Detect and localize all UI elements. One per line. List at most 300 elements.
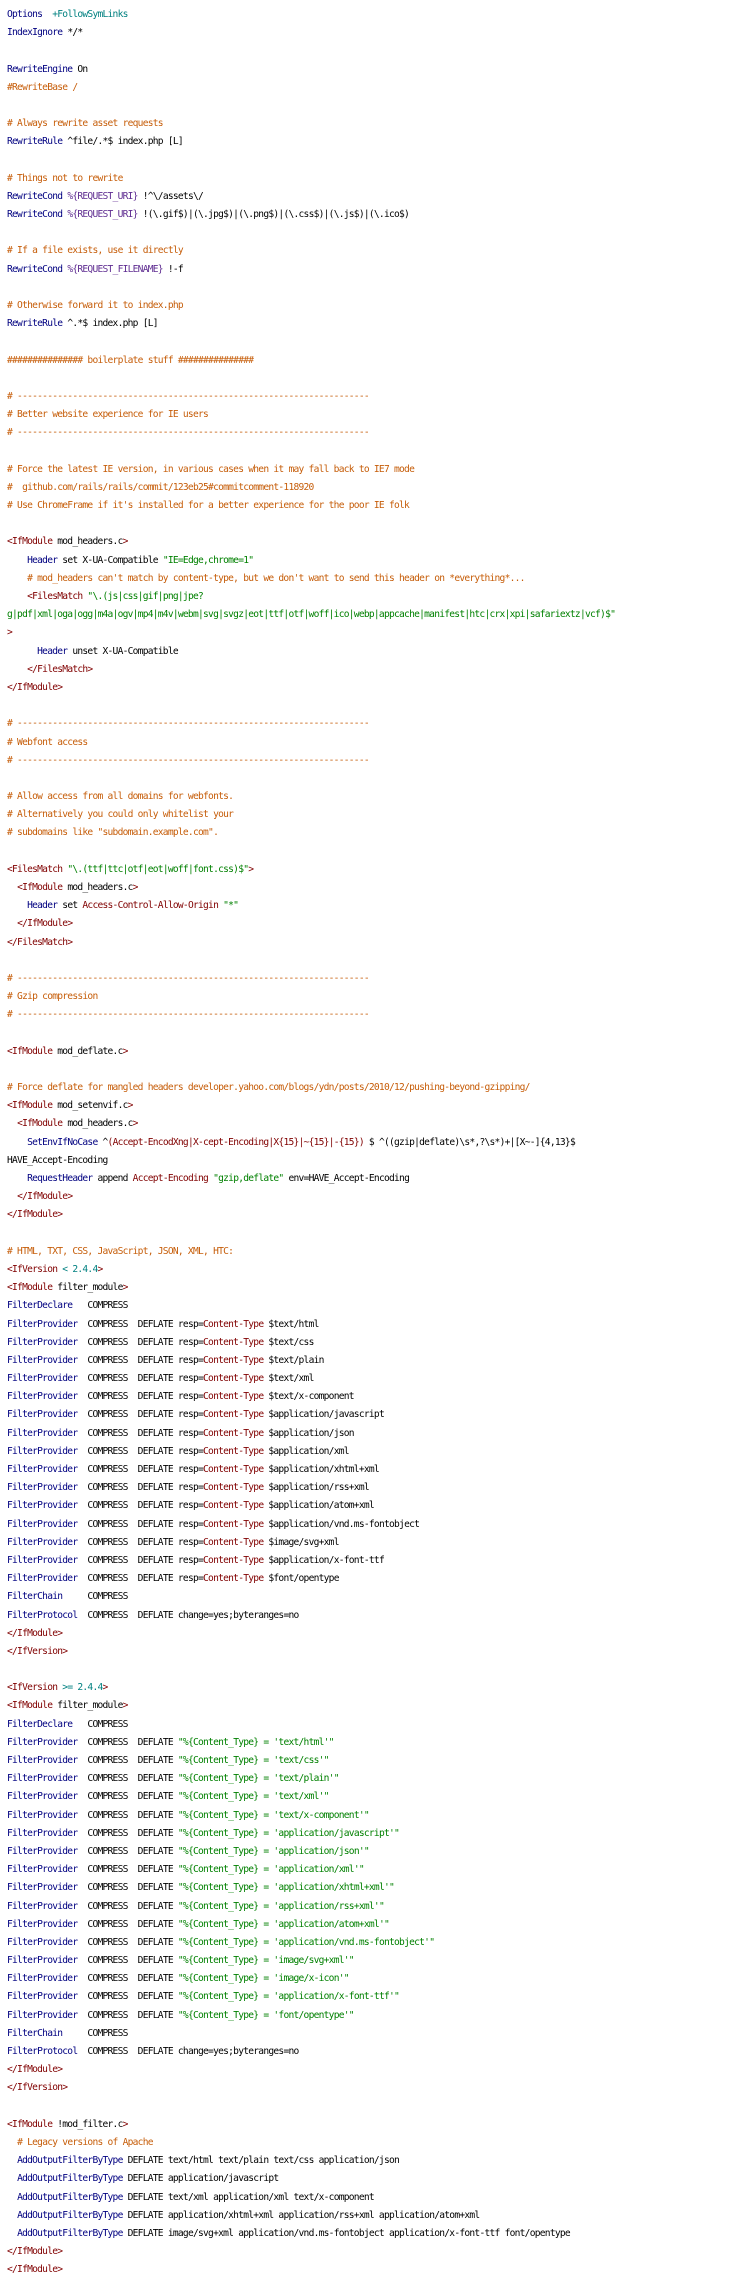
variable-token: Accept-Encoding — [132, 1173, 209, 1184]
string-token: "%{Content_Type} = 'application/atom+xml'" — [177, 1918, 389, 1930]
code-line — [7, 1843, 742, 1861]
code-line — [7, 1716, 742, 1734]
code-line — [7, 188, 742, 206]
directive-token: FilterProvider — [7, 1955, 78, 1967]
string-token: "%{Content_Type} = 'application/xhtml+xml'" — [177, 1882, 395, 1894]
tag-token: <IfModule — [17, 882, 63, 893]
code-line — [7, 2225, 742, 2243]
directive-token: AddOutputFilterByType — [17, 2191, 123, 2203]
code-line — [7, 133, 742, 151]
plain-token: COMPRESS DEFLATE resp= — [77, 1427, 204, 1439]
code-line — [7, 1461, 742, 1479]
string-token: g|pdf|xml|oga|ogg|m4a|ogv|mp4|m4v|webm|svg|svgz|eot|ttf|otf|woff|ico|webp|appcache|manifest|htc|crx|xpi|safariextz|vcf)$" — [7, 609, 616, 621]
directive-token: FilterProvider — [7, 1391, 78, 1403]
directive-token: FilterProvider — [7, 1973, 78, 1985]
plain-token — [7, 900, 27, 911]
tag-token: > — [127, 1100, 133, 1112]
variable-token: Content-Type — [203, 1427, 264, 1439]
directive-token: RewriteCond — [7, 190, 63, 202]
plain-token: COMPRESS DEFLATE — [77, 1791, 178, 1803]
plain-token: filter_module — [52, 1700, 123, 1712]
version-token: +FollowSymLinks — [52, 9, 128, 20]
code-line — [7, 1916, 742, 1934]
code-line — [7, 1516, 742, 1534]
directive-token: FilterDeclare — [7, 1300, 73, 1312]
directive-token: FilterProvider — [7, 1791, 78, 1803]
code-line — [7, 1788, 742, 1806]
code-line — [7, 333, 742, 351]
plain-token: COMPRESS DEFLATE resp= — [77, 1500, 204, 1512]
directive-token: FilterProvider — [7, 1864, 78, 1876]
code-line — [7, 2243, 742, 2261]
directive-token: Header — [27, 554, 58, 566]
code-line — [7, 97, 742, 115]
code-line — [7, 1006, 742, 1024]
plain-token: COMPRESS DEFLATE — [77, 1809, 178, 1821]
code-line — [7, 1988, 742, 2006]
directive-token: FilterProvider — [7, 2009, 78, 2021]
plain-token: HAVE_Accept-Encoding — [7, 1154, 108, 1166]
plain-token: COMPRESS DEFLATE — [77, 1973, 178, 1985]
code-line — [7, 1188, 742, 1206]
code-line — [7, 2207, 742, 2225]
plain-token: */* — [62, 27, 83, 39]
comment-token: # ---------------------------------------------------------------------- — [7, 390, 369, 402]
variable-token: Content-Type — [203, 1536, 264, 1548]
directive-token: RewriteEngine — [7, 63, 73, 75]
code-line — [7, 2043, 742, 2061]
variable-token: (Accept-EncodXng|X-cept-Encoding|X{15}|~{15}|-{15}) — [107, 1136, 364, 1148]
code-line — [7, 443, 742, 461]
comment-token: # HTML, TXT, CSS, JavaScript, JSON, XML, HTC: — [7, 1245, 234, 1257]
string-token: "IE=Edge,chrome=1" — [162, 554, 254, 566]
code-line — [7, 261, 742, 279]
version-token: < 2.4.4 — [57, 1263, 98, 1275]
directive-token: FilterChain — [7, 2027, 63, 2039]
comment-token: # mod_headers can't match by content-type, but we don't want to send this header on *everything*... — [27, 572, 525, 584]
variable-token: Content-Type — [203, 1445, 264, 1457]
tag-token: <IfModule — [7, 2118, 53, 2130]
code-line — [7, 1406, 742, 1424]
variable-token: Content-Type — [203, 1409, 264, 1421]
code-line — [7, 2079, 742, 2097]
tag-token: > — [132, 1118, 138, 1130]
code-line — [7, 352, 742, 370]
variable-token: Content-Type — [203, 1464, 264, 1475]
version-token: >= 2.4.4 — [57, 1682, 103, 1694]
code-line — [7, 2025, 742, 2043]
directive-token: FilterProvider — [7, 1900, 78, 1912]
code-line — [7, 2170, 742, 2188]
code-line — [7, 1679, 742, 1697]
plain-token: COMPRESS DEFLATE change=yes;byteranges=no — [77, 2046, 299, 2057]
string-token: "%{Content_Type} = 'application/javascript'" — [177, 1827, 400, 1839]
code-line — [7, 170, 742, 188]
tag-token: > — [122, 1282, 128, 1294]
tag-token: <IfModule — [17, 1118, 63, 1130]
code-line — [7, 1061, 742, 1079]
tag-token: > — [7, 627, 13, 639]
plain-token: COMPRESS DEFLATE change=yes;byteranges=no — [77, 1609, 299, 1621]
plain-token: unset X-UA-Compatible — [67, 645, 178, 657]
code-line — [7, 1043, 742, 1061]
comment-token: # github.com/rails/rails/commit/123eb25#commitcomment-118920 — [7, 481, 314, 493]
code-line — [7, 424, 742, 442]
directive-token: FilterProvider — [7, 1318, 78, 1330]
plain-token — [7, 2210, 17, 2221]
code-line — [7, 1352, 742, 1370]
code-line — [7, 1206, 742, 1224]
code-line — [7, 2261, 742, 2279]
plain-token: $application/vnd.ms-fontobject — [263, 1518, 420, 1530]
code-line — [7, 879, 742, 897]
code-line — [7, 1334, 742, 1352]
code-line — [7, 570, 742, 588]
plain-token: DEFLATE application/javascript — [122, 2173, 279, 2185]
code-line — [7, 1316, 742, 1334]
variable-token: Content-Type — [203, 1518, 264, 1530]
plain-token: COMPRESS DEFLATE resp= — [77, 1336, 204, 1348]
variable-token: Content-Type — [203, 1482, 264, 1494]
string-token: "%{Content_Type} = 'image/x-icon'" — [177, 1973, 349, 1985]
directive-token: FilterProvider — [7, 1882, 78, 1894]
code-line — [7, 2152, 742, 2170]
directive-token: FilterDeclare — [7, 1718, 73, 1730]
plain-token: $text/css — [263, 1336, 314, 1348]
plain-token: COMPRESS DEFLATE — [77, 1755, 178, 1766]
code-line — [7, 1661, 742, 1679]
tag-token: <FilesMatch — [7, 863, 63, 875]
plain-token: $application/x-font-ttf — [263, 1554, 384, 1566]
directive-token: FilterProvider — [7, 1918, 78, 1930]
code-line — [7, 715, 742, 733]
directive-token: IndexIgnore — [7, 27, 63, 39]
code-line — [7, 1898, 742, 1916]
code-line — [7, 2134, 742, 2152]
directive-token: FilterProvider — [7, 1827, 78, 1839]
code-line — [7, 897, 742, 915]
comment-token: # Always rewrite asset requests — [7, 118, 163, 130]
directive-token: FilterProvider — [7, 1354, 78, 1366]
code-line — [7, 643, 742, 661]
string-token: "%{Content_Type} = 'application/json'" — [177, 1845, 369, 1857]
code-line — [7, 734, 742, 752]
code-line — [7, 1770, 742, 1788]
tag-token: </IfModule> — [7, 2064, 63, 2076]
plain-token: COMPRESS DEFLATE — [77, 1918, 178, 1930]
code-line — [7, 370, 742, 388]
tag-token: > — [122, 2118, 128, 2130]
code-line — [7, 1934, 742, 1952]
code-line — [7, 2061, 742, 2079]
code-line — [7, 861, 742, 879]
variable-token: Content-Type — [203, 1391, 264, 1403]
plain-token: COMPRESS — [62, 2027, 128, 2039]
tag-token: </IfVersion> — [7, 2082, 68, 2094]
plain-token — [42, 9, 52, 20]
code-line — [7, 1170, 742, 1188]
code-line — [7, 279, 742, 297]
plain-token: COMPRESS DEFLATE — [77, 1882, 178, 1894]
comment-token: # Legacy versions of Apache — [17, 2136, 153, 2148]
keyword-token: %{REQUEST_FILENAME} — [62, 263, 163, 275]
code-line — [7, 1970, 742, 1988]
code-line — [7, 843, 742, 861]
comment-token: # ---------------------------------------------------------------------- — [7, 427, 369, 439]
directive-token: FilterProvider — [7, 1536, 78, 1548]
directive-token: Header — [27, 900, 58, 912]
plain-token: ^.*$ index.php [L] — [62, 318, 158, 330]
tag-token: <IfModule — [7, 1100, 53, 1112]
plain-token: DEFLATE image/svg+xml application/vnd.ms-fontobject application/x-font-ttf font/opentype — [122, 2227, 570, 2239]
comment-token: # Webfont access — [7, 736, 88, 748]
plain-token: $image/svg+xml — [263, 1536, 339, 1548]
tag-token: </IfModule> — [17, 1191, 73, 1203]
code-line — [7, 1225, 742, 1243]
directive-token: FilterProvider — [7, 1427, 78, 1439]
directive-token: RewriteRule — [7, 136, 63, 148]
string-token: "%{Content_Type} = 'application/rss+xml'" — [177, 1900, 384, 1912]
code-line — [7, 24, 742, 42]
code-line — [7, 679, 742, 697]
code-line — [7, 1097, 742, 1115]
plain-token: $text/html — [263, 1318, 319, 1330]
plain-token: COMPRESS DEFLATE resp= — [77, 1573, 204, 1585]
variable-token: Content-Type — [203, 1373, 264, 1385]
code-line — [7, 297, 742, 315]
plain-token — [7, 1191, 17, 1202]
string-token: "%{Content_Type} = 'text/plain'" — [177, 1773, 339, 1785]
variable-token: Content-Type — [203, 1500, 264, 1512]
plain-token: mod_setenvif.c — [52, 1100, 128, 1112]
plain-token: $ ^((gzip|deflate)\s*,?\s*)+|[X~-]{4,13}$ — [363, 1136, 575, 1148]
directive-token: FilterProvider — [7, 1464, 78, 1475]
directive-token: Options — [7, 9, 43, 20]
plain-token: COMPRESS DEFLATE — [77, 1936, 178, 1948]
code-line — [7, 315, 742, 333]
code-line — [7, 1261, 742, 1279]
code-line — [7, 1879, 742, 1897]
plain-token: append — [92, 1173, 133, 1184]
directive-token: FilterProvider — [7, 1773, 78, 1785]
string-token: "%{Content_Type} = 'font/opentype'" — [177, 2009, 354, 2021]
directive-token: FilterProvider — [7, 1482, 78, 1494]
directive-token: FilterProvider — [7, 1991, 78, 2003]
plain-token: COMPRESS DEFLATE resp= — [77, 1482, 204, 1494]
plain-token: mod_headers.c — [62, 1118, 133, 1130]
code-line — [7, 1952, 742, 1970]
string-token: "%{Content_Type} = 'text/xml'" — [177, 1791, 329, 1803]
plain-token — [7, 664, 27, 675]
comment-token: # subdomains like "subdomain.example.com". — [7, 827, 219, 839]
plain-token: COMPRESS — [72, 1300, 128, 1312]
code-line — [7, 1297, 742, 1315]
string-token: "*" — [218, 900, 239, 912]
code-line — [7, 915, 742, 933]
code-line — [7, 1607, 742, 1625]
plain-token: COMPRESS DEFLATE — [77, 2009, 178, 2021]
tag-token: > — [248, 863, 254, 875]
code-line — [7, 388, 742, 406]
code-line — [7, 1807, 742, 1825]
plain-token: COMPRESS DEFLATE resp= — [77, 1445, 204, 1457]
code-line — [7, 2098, 742, 2116]
directive-token: SetEnvIfNoCase — [27, 1136, 98, 1148]
plain-token: DEFLATE text/xml application/xml text/x-component — [122, 2191, 374, 2203]
plain-token — [7, 1173, 27, 1184]
tag-token: </FilesMatch> — [27, 663, 93, 675]
plain-token — [7, 1118, 17, 1129]
code-line — [7, 224, 742, 242]
plain-token: COMPRESS DEFLATE resp= — [77, 1518, 204, 1530]
directive-token: RewriteCond — [7, 263, 63, 275]
plain-token: filter_module — [52, 1282, 123, 1294]
string-token: "%{Content_Type} = 'image/svg+xml'" — [177, 1955, 354, 1967]
comment-token: # Alternatively you could only whitelist your — [7, 809, 234, 821]
comment-token: # Otherwise forward it to index.php — [7, 300, 183, 311]
plain-token — [7, 573, 27, 584]
tag-token: </IfModule> — [7, 2246, 63, 2258]
code-line — [7, 152, 742, 170]
code-line — [7, 515, 742, 533]
code-line — [7, 42, 742, 60]
tag-token: </IfModule> — [7, 681, 63, 693]
plain-token: $application/xhtml+xml — [263, 1464, 379, 1475]
tag-token: <IfVersion — [7, 1682, 58, 1694]
tag-token: > — [122, 1700, 128, 1712]
directive-token: FilterProvider — [7, 1845, 78, 1857]
code-line — [7, 934, 742, 952]
directive-token: FilterProvider — [7, 1500, 78, 1512]
code-line — [7, 1752, 742, 1770]
tag-token: > — [122, 1045, 128, 1057]
plain-token — [7, 882, 17, 893]
directive-token: FilterProvider — [7, 1336, 78, 1348]
plain-token: !(\.gif$)|(\.jpg$)|(\.png$)|(\.css$)|(\.js$)|(\.ico$) — [137, 209, 410, 221]
tag-token: > — [122, 536, 128, 548]
tag-token: > — [97, 1263, 103, 1275]
string-token: "%{Content_Type} = 'text/html'" — [177, 1736, 334, 1748]
tag-token: > — [132, 882, 138, 893]
directive-token: FilterProvider — [7, 1518, 78, 1530]
plain-token: COMPRESS DEFLATE resp= — [77, 1536, 204, 1548]
keyword-token: %{REQUEST_URI} — [62, 209, 138, 221]
directive-token: FilterProvider — [7, 1936, 78, 1948]
code-line — [7, 61, 742, 79]
code-line — [7, 770, 742, 788]
code-line — [7, 1279, 742, 1297]
directive-token: FilterProvider — [7, 1809, 78, 1821]
tag-token: </IfModule> — [7, 1627, 63, 1639]
directive-token: FilterProvider — [7, 1736, 78, 1748]
plain-token: $text/plain — [263, 1354, 324, 1366]
plain-token — [7, 591, 27, 602]
tag-token: </FilesMatch> — [7, 936, 73, 948]
code-line — [7, 206, 742, 224]
code-line — [7, 952, 742, 970]
code-line — [7, 806, 742, 824]
comment-token: ############### boilerplate stuff ############### — [7, 354, 254, 366]
directive-token: AddOutputFilterByType — [17, 2155, 123, 2167]
tag-token: <FilesMatch — [27, 591, 83, 602]
code-line — [7, 1425, 742, 1443]
plain-token: COMPRESS DEFLATE resp= — [77, 1391, 204, 1403]
tag-token: <IfModule — [7, 1282, 53, 1294]
string-token: "%{Content_Type} = 'text/x-component'" — [177, 1809, 369, 1821]
plain-token: mod_headers.c — [62, 882, 133, 893]
directive-token: AddOutputFilterByType — [17, 2227, 123, 2239]
plain-token: COMPRESS DEFLATE resp= — [77, 1554, 204, 1566]
code-line — [7, 1588, 742, 1606]
plain-token: COMPRESS DEFLATE — [77, 1864, 178, 1876]
code-line — [7, 970, 742, 988]
code-line — [7, 79, 742, 97]
tag-token: </IfVersion> — [7, 1645, 68, 1657]
keyword-token: %{REQUEST_URI} — [62, 190, 138, 202]
plain-token: ^ — [97, 1136, 108, 1148]
plain-token: DEFLATE text/html text/plain text/css application/json — [122, 2155, 400, 2167]
plain-token — [7, 918, 17, 929]
code-line — [7, 661, 742, 679]
code-line — [7, 2189, 742, 2207]
comment-token: # Gzip compression — [7, 991, 98, 1003]
code-line — [7, 1861, 742, 1879]
directive-token: FilterProvider — [7, 1373, 78, 1385]
plain-token: COMPRESS — [72, 1718, 128, 1730]
code-line — [7, 242, 742, 260]
code-line — [7, 1115, 742, 1133]
code-line — [7, 1497, 742, 1515]
string-token: "%{Content_Type} = 'application/vnd.ms-fontobject'" — [177, 1936, 435, 1948]
string-token: "\.(ttf|ttc|otf|eot|woff|font.css)$" — [62, 863, 249, 875]
directive-token: FilterProvider — [7, 1554, 78, 1566]
code-line — [7, 988, 742, 1006]
plain-token: COMPRESS DEFLATE — [77, 1736, 178, 1748]
tag-token: </IfModule> — [7, 2264, 63, 2276]
code-line — [7, 552, 742, 570]
code-line — [7, 1697, 742, 1715]
code-line — [7, 697, 742, 715]
plain-token: COMPRESS DEFLATE — [77, 1955, 178, 1967]
directive-token: Header — [37, 645, 68, 657]
variable-token: Content-Type — [203, 1354, 264, 1366]
plain-token: $text/xml — [263, 1373, 314, 1385]
code-line — [7, 752, 742, 770]
plain-token: !-f — [162, 263, 183, 275]
plain-token: $text/x-component — [263, 1391, 354, 1403]
plain-token: !^\/assets\/ — [137, 190, 204, 202]
comment-token: # ---------------------------------------------------------------------- — [7, 1009, 369, 1021]
code-line — [7, 1152, 742, 1170]
plain-token: env=HAVE_Accept-Encoding — [283, 1173, 410, 1184]
code-line — [7, 1825, 742, 1843]
plain-token: $application/atom+xml — [263, 1500, 374, 1512]
plain-token: COMPRESS — [62, 1591, 128, 1603]
variable-token: Content-Type — [203, 1554, 264, 1566]
code-line — [7, 1734, 742, 1752]
comment-token: # ---------------------------------------------------------------------- — [7, 718, 369, 730]
code-line — [7, 824, 742, 842]
code-line — [7, 1570, 742, 1588]
comment-token: # ---------------------------------------------------------------------- — [7, 972, 369, 984]
plain-token: $application/xml — [263, 1445, 349, 1457]
plain-token: COMPRESS DEFLATE — [77, 1991, 178, 2003]
plain-token: COMPRESS DEFLATE — [77, 1827, 178, 1839]
tag-token: <IfModule — [7, 536, 53, 548]
tag-token: <IfModule — [7, 1700, 53, 1712]
comment-token: # If a file exists, use it directly — [7, 245, 183, 257]
directive-token: FilterProvider — [7, 1445, 78, 1457]
